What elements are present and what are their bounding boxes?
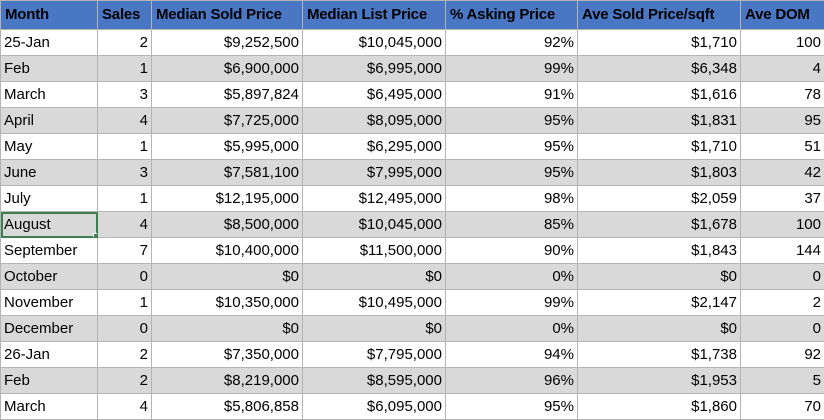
median-list-price-cell[interactable]: $6,995,000 <box>303 56 446 82</box>
sales-cell[interactable]: 1 <box>98 134 152 160</box>
ave-dom-cell[interactable]: 4 <box>741 56 824 82</box>
table-row <box>1 108 824 134</box>
median-sold-price-cell[interactable]: $7,350,000 <box>152 342 303 368</box>
month-cell[interactable]: September <box>1 238 98 264</box>
percent-asking-price-cell[interactable]: 0% <box>446 264 578 290</box>
month-cell[interactable]: March <box>1 394 98 420</box>
month-cell[interactable]: July <box>1 186 98 212</box>
ave-sold-price-sqft-cell[interactable]: $6,348 <box>578 56 741 82</box>
median-list-price-cell[interactable]: $6,295,000 <box>303 134 446 160</box>
median-list-price-cell[interactable]: $11,500,000 <box>303 238 446 264</box>
month-cell[interactable]: August <box>1 212 98 238</box>
month-cell[interactable]: 26-Jan <box>1 342 98 368</box>
sales-cell[interactable]: 4 <box>98 212 152 238</box>
header-ave-dom[interactable]: Ave DOM <box>741 1 824 30</box>
ave-dom-cell[interactable]: 100 <box>741 30 824 56</box>
percent-asking-price-cell[interactable]: 85% <box>446 212 578 238</box>
sales-cell[interactable]: 1 <box>98 186 152 212</box>
median-list-price-cell[interactable]: $7,995,000 <box>303 160 446 186</box>
ave-sold-price-sqft-cell[interactable]: $1,843 <box>578 238 741 264</box>
median-list-price-cell[interactable]: $0 <box>303 316 446 342</box>
sales-cell[interactable]: 1 <box>98 290 152 316</box>
ave-dom-cell[interactable]: 37 <box>741 186 824 212</box>
ave-dom-cell[interactable]: 0 <box>741 316 824 342</box>
ave-dom-cell[interactable]: 100 <box>741 212 824 238</box>
header-percent-asking-price[interactable]: % Asking Price <box>446 1 578 30</box>
sales-cell[interactable]: 0 <box>98 264 152 290</box>
sales-cell[interactable]: 3 <box>98 82 152 108</box>
ave-sold-price-sqft-cell[interactable]: $0 <box>578 264 741 290</box>
table-row <box>1 134 824 160</box>
percent-asking-price-cell[interactable]: 90% <box>446 238 578 264</box>
percent-asking-price-cell[interactable]: 95% <box>446 134 578 160</box>
month-cell[interactable]: May <box>1 134 98 160</box>
sales-cell[interactable]: 2 <box>98 368 152 394</box>
table-row <box>1 82 824 108</box>
ave-sold-price-sqft-cell[interactable]: $1,953 <box>578 368 741 394</box>
header-month[interactable]: Month <box>1 1 98 30</box>
percent-asking-price-cell[interactable]: 99% <box>446 56 578 82</box>
median-list-price-cell[interactable]: $8,595,000 <box>303 368 446 394</box>
header-median-list-price[interactable]: Median List Price <box>303 1 446 30</box>
median-list-price-cell[interactable]: $10,495,000 <box>303 290 446 316</box>
percent-asking-price-cell[interactable]: 91% <box>446 82 578 108</box>
ave-sold-price-sqft-cell[interactable]: $1,738 <box>578 342 741 368</box>
table-row <box>1 316 824 342</box>
month-cell[interactable]: Feb <box>1 56 98 82</box>
table-row <box>1 368 824 394</box>
percent-asking-price-cell[interactable]: 95% <box>446 394 578 420</box>
ave-sold-price-sqft-cell[interactable]: $2,147 <box>578 290 741 316</box>
ave-sold-price-sqft-cell[interactable]: $2,059 <box>578 186 741 212</box>
median-sold-price-cell[interactable]: $7,725,000 <box>152 108 303 134</box>
median-sold-price-cell[interactable]: $8,500,000 <box>152 212 303 238</box>
sales-cell[interactable]: 1 <box>98 56 152 82</box>
ave-dom-cell[interactable]: 95 <box>741 108 824 134</box>
table-row <box>1 264 824 290</box>
median-sold-price-cell[interactable]: $10,400,000 <box>152 238 303 264</box>
month-cell[interactable]: Feb <box>1 368 98 394</box>
table-row <box>1 394 824 420</box>
sales-cell[interactable]: 2 <box>98 30 152 56</box>
median-sold-price-cell[interactable]: $9,252,500 <box>152 30 303 56</box>
table-row <box>1 212 824 238</box>
percent-asking-price-cell[interactable]: 95% <box>446 108 578 134</box>
percent-asking-price-cell[interactable]: 98% <box>446 186 578 212</box>
median-sold-price-cell[interactable]: $5,806,858 <box>152 394 303 420</box>
percent-asking-price-cell[interactable]: 96% <box>446 368 578 394</box>
header-ave-sold-price-sqft[interactable]: Ave Sold Price/sqft <box>578 1 741 30</box>
table-row <box>1 290 824 316</box>
percent-asking-price-cell[interactable]: 99% <box>446 290 578 316</box>
median-sold-price-cell[interactable]: $0 <box>152 316 303 342</box>
median-list-price-cell[interactable]: $7,795,000 <box>303 342 446 368</box>
month-cell[interactable]: October <box>1 264 98 290</box>
ave-dom-cell[interactable]: 92 <box>741 342 824 368</box>
ave-dom-cell[interactable]: 51 <box>741 134 824 160</box>
median-sold-price-cell[interactable]: $10,350,000 <box>152 290 303 316</box>
month-cell[interactable]: June <box>1 160 98 186</box>
median-sold-price-cell[interactable]: $8,219,000 <box>152 368 303 394</box>
sales-cell[interactable]: 3 <box>98 160 152 186</box>
ave-sold-price-sqft-cell[interactable]: $1,860 <box>578 394 741 420</box>
ave-sold-price-sqft-cell[interactable]: $1,831 <box>578 108 741 134</box>
ave-sold-price-sqft-cell[interactable]: $0 <box>578 316 741 342</box>
median-sold-price-cell[interactable]: $5,995,000 <box>152 134 303 160</box>
table-row <box>1 30 824 56</box>
ave-sold-price-sqft-cell[interactable]: $1,803 <box>578 160 741 186</box>
median-list-price-cell[interactable]: $8,095,000 <box>303 108 446 134</box>
ave-dom-cell[interactable]: 5 <box>741 368 824 394</box>
ave-sold-price-sqft-cell[interactable]: $1,616 <box>578 82 741 108</box>
percent-asking-price-cell[interactable]: 0% <box>446 316 578 342</box>
month-cell[interactable]: November <box>1 290 98 316</box>
ave-dom-cell[interactable]: 78 <box>741 82 824 108</box>
table-row <box>1 56 824 82</box>
median-list-price-cell[interactable]: $6,495,000 <box>303 82 446 108</box>
median-list-price-cell[interactable]: $10,045,000 <box>303 212 446 238</box>
median-sold-price-cell[interactable]: $7,581,100 <box>152 160 303 186</box>
month-cell[interactable]: December <box>1 316 98 342</box>
header-median-sold-price[interactable]: Median Sold Price <box>152 1 303 30</box>
table-row <box>1 160 824 186</box>
ave-sold-price-sqft-cell[interactable]: $1,678 <box>578 212 741 238</box>
header-sales[interactable]: Sales <box>98 1 152 30</box>
ave-dom-cell[interactable]: 144 <box>741 238 824 264</box>
month-cell[interactable]: April <box>1 108 98 134</box>
median-list-price-cell[interactable]: $10,045,000 <box>303 30 446 56</box>
table-row <box>1 238 824 264</box>
ave-sold-price-sqft-cell[interactable]: $1,710 <box>578 134 741 160</box>
month-cell[interactable]: 25-Jan <box>1 30 98 56</box>
median-sold-price-cell[interactable]: $0 <box>152 264 303 290</box>
median-sold-price-cell[interactable]: $5,897,824 <box>152 82 303 108</box>
header-row <box>1 1 824 30</box>
percent-asking-price-cell[interactable]: 95% <box>446 160 578 186</box>
table-row <box>1 342 824 368</box>
median-sold-price-cell[interactable]: $6,900,000 <box>152 56 303 82</box>
sales-cell[interactable]: 7 <box>98 238 152 264</box>
median-list-price-cell[interactable]: $12,495,000 <box>303 186 446 212</box>
median-list-price-cell[interactable]: $0 <box>303 264 446 290</box>
month-cell[interactable]: March <box>1 82 98 108</box>
ave-dom-cell[interactable]: 70 <box>741 394 824 420</box>
table-row <box>1 186 824 212</box>
median-sold-price-cell[interactable]: $12,195,000 <box>152 186 303 212</box>
ave-dom-cell[interactable]: 2 <box>741 290 824 316</box>
ave-dom-cell[interactable]: 0 <box>741 264 824 290</box>
sales-cell[interactable]: 4 <box>98 108 152 134</box>
percent-asking-price-cell[interactable]: 94% <box>446 342 578 368</box>
ave-dom-cell[interactable]: 42 <box>741 160 824 186</box>
ave-sold-price-sqft-cell[interactable]: $1,710 <box>578 30 741 56</box>
sales-cell[interactable]: 0 <box>98 316 152 342</box>
median-list-price-cell[interactable]: $6,095,000 <box>303 394 446 420</box>
sales-cell[interactable]: 2 <box>98 342 152 368</box>
percent-asking-price-cell[interactable]: 92% <box>446 30 578 56</box>
sales-cell[interactable]: 4 <box>98 394 152 420</box>
